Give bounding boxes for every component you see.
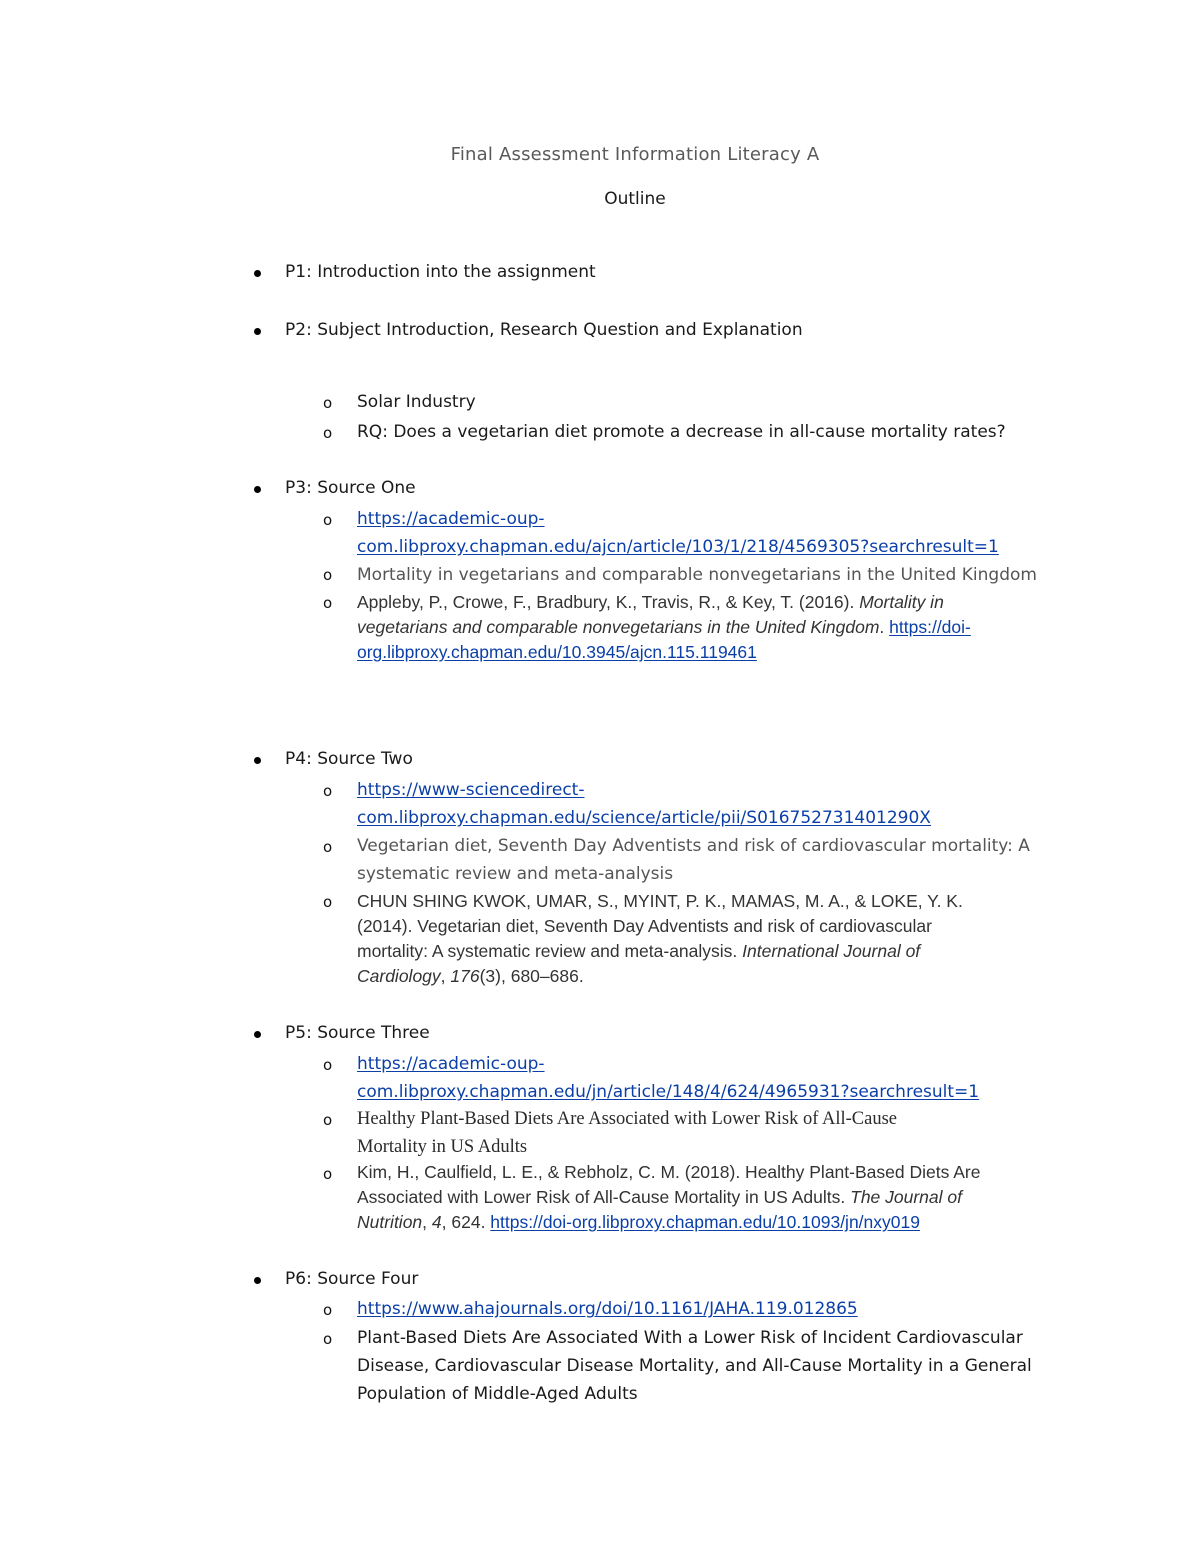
p3-url-line1: https://academic-oup- bbox=[357, 509, 545, 529]
p4-citation-volume: 176 bbox=[450, 966, 480, 986]
p5-article-title bbox=[357, 1105, 897, 1161]
p4-citation-pages: (3), 680–686. bbox=[479, 966, 584, 986]
p5-url-line2: com.libproxy.chapman.edu/jn/article/148/4/624/4965931?searchresult=1 bbox=[357, 1082, 980, 1102]
sub-bullet-icon: o bbox=[323, 566, 333, 584]
p5-url-link[interactable] bbox=[357, 1050, 979, 1106]
p5-citation-sep: , bbox=[422, 1212, 432, 1232]
p4-citation-sep: , bbox=[440, 966, 451, 986]
p4-url-line1: https://www-sciencedirect- bbox=[357, 780, 585, 800]
document-title: Final Assessment Information Literacy A bbox=[450, 144, 820, 165]
sub-bullet-icon: o bbox=[323, 424, 333, 442]
sub-bullet-icon: o bbox=[323, 1056, 333, 1074]
p5-doi-link[interactable]: https://doi-org.libproxy.chapman.edu/10.1093/jn/nxy019 bbox=[490, 1212, 920, 1232]
p4-citation bbox=[357, 889, 963, 989]
p5-citation bbox=[357, 1160, 980, 1235]
outline-item-p6: P6: Source Four bbox=[285, 1269, 419, 1289]
p6-url-link[interactable]: https://www.ahajournals.org/doi/10.1161/JAHA.119.012865 bbox=[357, 1299, 858, 1319]
p5-citation-pages: , 624. bbox=[441, 1212, 491, 1232]
p3-citation-authors: Appleby, P., Crowe, F., Bradbury, K., Travis, R., & Key, T. (2016). bbox=[357, 592, 860, 612]
sub-bullet-icon: o bbox=[323, 1165, 333, 1183]
bullet-icon bbox=[254, 1031, 261, 1038]
sub-bullet-icon: o bbox=[323, 594, 333, 612]
p6-article-title bbox=[357, 1324, 1032, 1408]
p3-citation-title-part2: vegetarians and comparable nonvegetarians in the United Kingdom bbox=[357, 617, 880, 637]
p5-url-line1: https://academic-oup- bbox=[357, 1054, 545, 1074]
p4-citation-journal-part1: International Journal of bbox=[742, 941, 921, 961]
p3-url-block bbox=[357, 505, 999, 561]
p4-citation-journal-part2: Cardiology bbox=[357, 966, 441, 986]
p5-url-block bbox=[357, 1050, 979, 1106]
p4-article-title bbox=[357, 832, 1030, 888]
p2-topic: Solar Industry bbox=[357, 392, 476, 412]
p4-title-line2: systematic review and meta-analysis bbox=[357, 864, 674, 884]
p4-url-block bbox=[357, 776, 931, 832]
sub-bullet-icon: o bbox=[323, 394, 333, 412]
outline-item-p2: P2: Subject Introduction, Research Question and Explanation bbox=[285, 320, 803, 340]
p6-title-line2: Disease, Cardiovascular Disease Mortality, and All-Cause Mortality in a General bbox=[357, 1356, 1032, 1376]
bullet-icon bbox=[254, 757, 261, 764]
outline-item-p5: P5: Source Three bbox=[285, 1023, 430, 1043]
bullet-icon bbox=[254, 1277, 261, 1284]
sub-bullet-icon: o bbox=[323, 1111, 333, 1129]
sub-bullet-icon: o bbox=[323, 782, 333, 800]
p3-doi-part1: https://doi- bbox=[889, 617, 971, 637]
bullet-icon bbox=[254, 328, 261, 335]
p3-article-title: Mortality in vegetarians and comparable nonvegetarians in the United Kingdom bbox=[357, 565, 1037, 585]
p5-citation-volume: 4 bbox=[431, 1212, 442, 1232]
p4-citation-line3: mortality: A systematic review and meta-analysis. bbox=[357, 941, 743, 961]
p5-citation-line1: Kim, H., Caulfield, L. E., & Rebholz, C. M. (2018). Healthy Plant-Based Diets Are bbox=[357, 1162, 981, 1182]
p5-citation-line2: Associated with Lower Risk of All-Cause Mortality in US Adults. bbox=[357, 1187, 851, 1207]
p3-citation-punct: . bbox=[879, 617, 890, 637]
sub-bullet-icon: o bbox=[323, 1301, 333, 1319]
p3-citation-title-part1: Mortality in bbox=[859, 592, 944, 612]
p3-citation bbox=[357, 590, 971, 665]
p2-research-question: RQ: Does a vegetarian diet promote a decrease in all-cause mortality rates? bbox=[357, 422, 1006, 442]
outline-item-p3: P3: Source One bbox=[285, 478, 416, 498]
p4-url-link[interactable] bbox=[357, 776, 931, 832]
document-subtitle: Outline bbox=[604, 189, 666, 209]
bullet-icon bbox=[254, 486, 261, 493]
outline-item-p4: P4: Source Two bbox=[285, 749, 413, 769]
sub-bullet-icon: o bbox=[323, 838, 333, 856]
sub-bullet-icon: o bbox=[323, 511, 333, 529]
p5-citation-journal-part1: The Journal of bbox=[850, 1187, 962, 1207]
p5-title-line1: Healthy Plant-Based Diets Are Associated with Lower Risk of All-Cause bbox=[357, 1109, 898, 1129]
p5-citation-journal-part2: Nutrition bbox=[357, 1212, 423, 1232]
p3-url-line2: com.libproxy.chapman.edu/ajcn/article/103/1/218/4569305?searchresult=1 bbox=[357, 537, 999, 557]
sub-bullet-icon: o bbox=[323, 1330, 333, 1348]
p4-citation-line1: CHUN SHING KWOK, UMAR, S., MYINT, P. K., MAMAS, M. A., & LOKE, Y. K. bbox=[357, 891, 963, 911]
p6-url-block bbox=[357, 1295, 858, 1323]
p5-title-line2: Mortality in US Adults bbox=[357, 1137, 528, 1157]
p4-url-line2: com.libproxy.chapman.edu/science/article/pii/S016752731401290X bbox=[357, 808, 931, 828]
p4-citation-line2: (2014). Vegetarian diet, Seventh Day Adventists and risk of cardiovascular bbox=[357, 916, 932, 936]
bullet-icon bbox=[254, 270, 261, 277]
outline-item-p1: P1: Introduction into the assignment bbox=[285, 262, 596, 282]
p3-doi-part2: org.libproxy.chapman.edu/10.3945/ajcn.115.119461 bbox=[357, 642, 757, 662]
sub-bullet-icon: o bbox=[323, 893, 333, 911]
p6-title-line3: Population of Middle-Aged Adults bbox=[357, 1384, 638, 1404]
p3-url-link[interactable] bbox=[357, 505, 999, 561]
p6-title-line1: Plant-Based Diets Are Associated With a Lower Risk of Incident Cardiovascular bbox=[357, 1328, 1023, 1348]
p4-title-line1: Vegetarian diet, Seventh Day Adventists and risk of cardiovascular mortality: A bbox=[357, 836, 1030, 856]
